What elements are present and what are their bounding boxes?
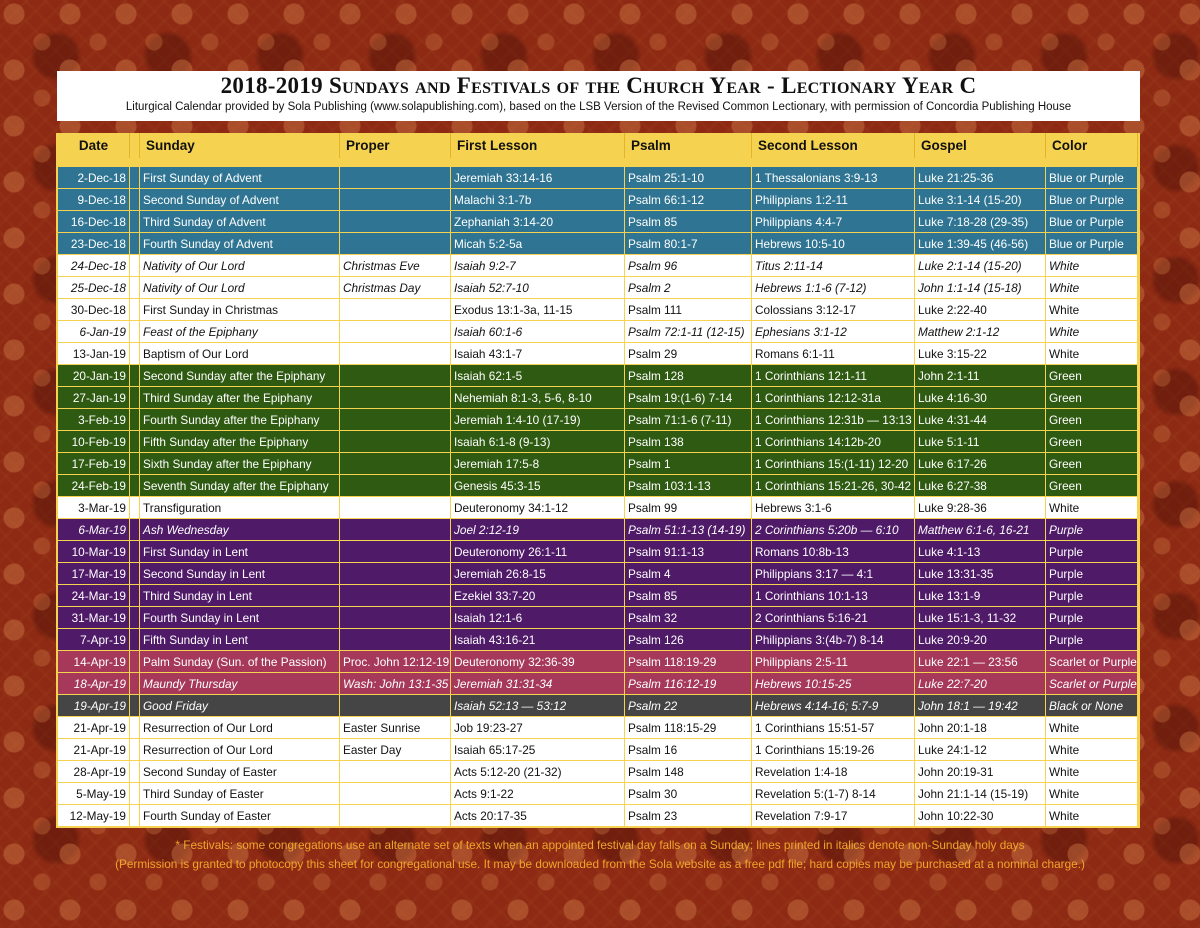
gap-cell [130, 607, 140, 629]
psalm-cell: Psalm 111 [625, 299, 752, 321]
first-lesson-cell: Acts 20:17-35 [451, 805, 625, 827]
color-cell: White [1046, 497, 1138, 519]
first-lesson-cell: Zephaniah 3:14-20 [451, 211, 625, 233]
second-lesson-cell: Colossians 3:12-17 [752, 299, 915, 321]
sunday-cell: Transfiguration [140, 497, 340, 519]
sunday-cell: Baptism of Our Lord [140, 343, 340, 365]
sunday-cell: Second Sunday of Easter [140, 761, 340, 783]
date-cell: 3-Mar-19 [58, 497, 130, 519]
second-lesson-cell: Ephesians 3:1-12 [752, 321, 915, 343]
psalm-cell: Psalm 103:1-13 [625, 475, 752, 497]
footnote-permission: (Permission is granted to photocopy this sheet for congregational use. It may be downloaded from the Sola website as a free pdf file; hard copies may be purchased at a nominal charge.) [115, 857, 1085, 871]
gap-cell [130, 497, 140, 519]
gospel-cell: John 20:1-18 [915, 717, 1046, 739]
first-lesson-cell: Isaiah 62:1-5 [451, 365, 625, 387]
date-cell: 6-Jan-19 [58, 321, 130, 343]
psalm-cell: Psalm 80:1-7 [625, 233, 752, 255]
gap-cell [130, 695, 140, 717]
proper-cell [340, 585, 451, 607]
psalm-cell: Psalm 25:1-10 [625, 167, 752, 189]
proper-cell [340, 695, 451, 717]
psalm-cell: Psalm 2 [625, 277, 752, 299]
proper-cell [340, 365, 451, 387]
color-cell: Green [1046, 387, 1138, 409]
color-cell: Purple [1046, 629, 1138, 651]
gap-cell [130, 563, 140, 585]
date-cell: 17-Mar-19 [58, 563, 130, 585]
gospel-cell: Luke 22:1 — 23:56 [915, 651, 1046, 673]
psalm-cell: Psalm 23 [625, 805, 752, 827]
proper-cell [340, 475, 451, 497]
proper-cell [340, 629, 451, 651]
column-header-psalm: Psalm [625, 133, 752, 158]
gap-cell [130, 629, 140, 651]
second-lesson-cell: 1 Corinthians 14:12b-20 [752, 431, 915, 453]
first-lesson-cell: Isaiah 52:7-10 [451, 277, 625, 299]
color-cell: Purple [1046, 607, 1138, 629]
gospel-cell: Luke 13:1-9 [915, 585, 1046, 607]
second-lesson-cell: Hebrews 4:14-16; 5:7-9 [752, 695, 915, 717]
color-cell: Scarlet or Purple [1046, 673, 1138, 695]
gap-cell [130, 453, 140, 475]
date-cell: 21-Apr-19 [58, 717, 130, 739]
first-lesson-cell: Acts 9:1-22 [451, 783, 625, 805]
psalm-cell: Psalm 96 [625, 255, 752, 277]
first-lesson-cell: Malachi 3:1-7b [451, 189, 625, 211]
first-lesson-cell: Isaiah 52:13 — 53:12 [451, 695, 625, 717]
first-lesson-cell: Isaiah 12:1-6 [451, 607, 625, 629]
sunday-cell: Fourth Sunday of Advent [140, 233, 340, 255]
proper-cell [340, 497, 451, 519]
date-cell: 20-Jan-19 [58, 365, 130, 387]
sunday-cell: Second Sunday after the Epiphany [140, 365, 340, 387]
color-cell: White [1046, 299, 1138, 321]
proper-cell [340, 519, 451, 541]
gap-cell [130, 365, 140, 387]
gap-cell [130, 541, 140, 563]
gap-cell [130, 651, 140, 673]
color-cell: White [1046, 761, 1138, 783]
gap-cell [130, 673, 140, 695]
date-cell: 24-Dec-18 [58, 255, 130, 277]
gospel-cell: Luke 22:7-20 [915, 673, 1046, 695]
proper-cell: Easter Day [340, 739, 451, 761]
proper-cell [340, 233, 451, 255]
psalm-cell: Psalm 85 [625, 211, 752, 233]
second-lesson-cell: 2 Corinthians 5:20b — 6:10 [752, 519, 915, 541]
column-header-proper: Proper [340, 133, 451, 158]
page-title: 2018-2019 Sundays and Festivals of the Church Year - Lectionary Year C [220, 73, 977, 98]
color-cell: Green [1046, 453, 1138, 475]
proper-cell [340, 387, 451, 409]
first-lesson-cell: Jeremiah 26:8-15 [451, 563, 625, 585]
gospel-cell: John 1:1-14 (15-18) [915, 277, 1046, 299]
first-lesson-cell: Genesis 45:3-15 [451, 475, 625, 497]
second-lesson-cell: 2 Corinthians 5:16-21 [752, 607, 915, 629]
gap-cell [130, 343, 140, 365]
sunday-cell: First Sunday in Lent [140, 541, 340, 563]
color-cell: Purple [1046, 563, 1138, 585]
first-lesson-cell: Jeremiah 33:14-16 [451, 167, 625, 189]
color-cell: White [1046, 717, 1138, 739]
second-lesson-cell: 1 Corinthians 12:12-31a [752, 387, 915, 409]
gospel-cell: Luke 3:1-14 (15-20) [915, 189, 1046, 211]
second-lesson-cell: Philippians 1:2-11 [752, 189, 915, 211]
gospel-cell: Luke 7:18-28 (29-35) [915, 211, 1046, 233]
date-cell: 5-May-19 [58, 783, 130, 805]
proper-cell [340, 299, 451, 321]
gospel-cell: John 2:1-11 [915, 365, 1046, 387]
sunday-cell: Resurrection of Our Lord [140, 739, 340, 761]
first-lesson-cell: Jeremiah 17:5-8 [451, 453, 625, 475]
sunday-cell: Resurrection of Our Lord [140, 717, 340, 739]
psalm-cell: Psalm 91:1-13 [625, 541, 752, 563]
gospel-cell: Luke 9:28-36 [915, 497, 1046, 519]
psalm-cell: Psalm 128 [625, 365, 752, 387]
sunday-cell: Feast of the Epiphany [140, 321, 340, 343]
second-lesson-cell: Romans 10:8b-13 [752, 541, 915, 563]
color-cell: Scarlet or Purple [1046, 651, 1138, 673]
first-lesson-cell: Deuteronomy 26:1-11 [451, 541, 625, 563]
proper-cell [340, 321, 451, 343]
date-cell: 21-Apr-19 [58, 739, 130, 761]
date-cell: 25-Dec-18 [58, 277, 130, 299]
gospel-cell: Luke 1:39-45 (46-56) [915, 233, 1046, 255]
date-cell: 6-Mar-19 [58, 519, 130, 541]
gap-cell [130, 387, 140, 409]
column-header-spacer [130, 133, 140, 158]
header-gap [58, 158, 1138, 167]
page-subtitle: Liturgical Calendar provided by Sola Publishing (www.solapublishing.com), based on the LSB Version of the Revised Common Lectionary, with permission of Concordia Publishing House [125, 101, 1072, 113]
color-cell: Green [1046, 475, 1138, 497]
column-header-color: Color [1046, 133, 1138, 158]
sunday-cell: Fourth Sunday of Easter [140, 805, 340, 827]
color-cell: Blue or Purple [1046, 167, 1138, 189]
gap-cell [130, 211, 140, 233]
psalm-cell: Psalm 72:1-11 (12-15) [625, 321, 752, 343]
proper-cell: Christmas Eve [340, 255, 451, 277]
proper-cell [340, 211, 451, 233]
gap-cell [130, 475, 140, 497]
second-lesson-cell: 1 Corinthians 12:31b — 13:13 [752, 409, 915, 431]
date-cell: 30-Dec-18 [58, 299, 130, 321]
date-cell: 27-Jan-19 [58, 387, 130, 409]
proper-cell [340, 563, 451, 585]
first-lesson-cell: Isaiah 9:2-7 [451, 255, 625, 277]
date-cell: 13-Jan-19 [58, 343, 130, 365]
sunday-cell: Fourth Sunday after the Epiphany [140, 409, 340, 431]
first-lesson-cell: Jeremiah 1:4-10 (17-19) [451, 409, 625, 431]
gap-cell [130, 585, 140, 607]
proper-cell [340, 189, 451, 211]
column-header-sunday: Sunday [140, 133, 340, 158]
proper-cell [340, 453, 451, 475]
second-lesson-cell: 1 Corinthians 10:1-13 [752, 585, 915, 607]
proper-cell: Easter Sunrise [340, 717, 451, 739]
sunday-cell: Third Sunday of Easter [140, 783, 340, 805]
proper-cell [340, 805, 451, 827]
proper-cell [340, 343, 451, 365]
date-cell: 10-Feb-19 [58, 431, 130, 453]
psalm-cell: Psalm 66:1-12 [625, 189, 752, 211]
sunday-cell: Third Sunday after the Epiphany [140, 387, 340, 409]
sunday-cell: Fifth Sunday in Lent [140, 629, 340, 651]
gap-cell [130, 805, 140, 827]
column-header-second-lesson: Second Lesson [752, 133, 915, 158]
first-lesson-cell: Ezekiel 33:7-20 [451, 585, 625, 607]
gap-cell [130, 739, 140, 761]
date-cell: 17-Feb-19 [58, 453, 130, 475]
first-lesson-cell: Isaiah 6:1-8 (9-13) [451, 431, 625, 453]
first-lesson-cell: Isaiah 43:16-21 [451, 629, 625, 651]
first-lesson-cell: Nehemiah 8:1-3, 5-6, 8-10 [451, 387, 625, 409]
lectionary-table [56, 133, 1140, 828]
date-cell: 7-Apr-19 [58, 629, 130, 651]
proper-cell [340, 431, 451, 453]
gap-cell [130, 409, 140, 431]
second-lesson-cell: Revelation 1:4-18 [752, 761, 915, 783]
second-lesson-cell: Revelation 5:(1-7) 8-14 [752, 783, 915, 805]
gospel-cell: Luke 4:16-30 [915, 387, 1046, 409]
sunday-cell: Second Sunday of Advent [140, 189, 340, 211]
first-lesson-cell: Job 19:23-27 [451, 717, 625, 739]
sunday-cell: Third Sunday of Advent [140, 211, 340, 233]
sunday-cell: Maundy Thursday [140, 673, 340, 695]
sunday-cell: First Sunday of Advent [140, 167, 340, 189]
first-lesson-cell: Deuteronomy 32:36-39 [451, 651, 625, 673]
second-lesson-cell: Hebrews 3:1-6 [752, 497, 915, 519]
gospel-cell: Luke 6:17-26 [915, 453, 1046, 475]
proper-cell: Proc. John 12:12-19 [340, 651, 451, 673]
date-cell: 23-Dec-18 [58, 233, 130, 255]
sunday-cell: Nativity of Our Lord [140, 255, 340, 277]
gospel-cell: Luke 21:25-36 [915, 167, 1046, 189]
second-lesson-cell: 1 Corinthians 15:21-26, 30-42 [752, 475, 915, 497]
gospel-cell: Luke 2:22-40 [915, 299, 1046, 321]
gap-cell [130, 783, 140, 805]
color-cell: White [1046, 739, 1138, 761]
second-lesson-cell: Hebrews 10:5-10 [752, 233, 915, 255]
date-cell: 28-Apr-19 [58, 761, 130, 783]
psalm-cell: Psalm 126 [625, 629, 752, 651]
gospel-cell: Luke 3:15-22 [915, 343, 1046, 365]
first-lesson-cell: Joel 2:12-19 [451, 519, 625, 541]
second-lesson-cell: Philippians 3:17 — 4:1 [752, 563, 915, 585]
color-cell: Purple [1046, 585, 1138, 607]
first-lesson-cell: Isaiah 60:1-6 [451, 321, 625, 343]
gap-cell [130, 167, 140, 189]
date-cell: 3-Feb-19 [58, 409, 130, 431]
sunday-cell: Nativity of Our Lord [140, 277, 340, 299]
psalm-cell: Psalm 71:1-6 (7-11) [625, 409, 752, 431]
date-cell: 12-May-19 [58, 805, 130, 827]
date-cell: 19-Apr-19 [58, 695, 130, 717]
second-lesson-cell: 1 Corinthians 15:(1-11) 12-20 [752, 453, 915, 475]
sunday-cell: Fourth Sunday in Lent [140, 607, 340, 629]
psalm-cell: Psalm 148 [625, 761, 752, 783]
gap-cell [130, 233, 140, 255]
footnote-festivals: * Festivals: some congregations use an alternate set of texts when an appointed festival day falls on a Sunday; lines printed in italics denote non-Sunday holy days [175, 838, 1025, 852]
sunday-cell: Seventh Sunday after the Epiphany [140, 475, 340, 497]
color-cell: Blue or Purple [1046, 189, 1138, 211]
psalm-cell: Psalm 4 [625, 563, 752, 585]
second-lesson-cell: Romans 6:1-11 [752, 343, 915, 365]
gospel-cell: John 20:19-31 [915, 761, 1046, 783]
color-cell: Purple [1046, 519, 1138, 541]
psalm-cell: Psalm 16 [625, 739, 752, 761]
lectionary-grid [58, 133, 1138, 827]
color-cell: White [1046, 321, 1138, 343]
sunday-cell: Palm Sunday (Sun. of the Passion) [140, 651, 340, 673]
gap-cell [130, 431, 140, 453]
gap-cell [130, 277, 140, 299]
color-cell: White [1046, 783, 1138, 805]
psalm-cell: Psalm 19:(1-6) 7-14 [625, 387, 752, 409]
color-cell: Green [1046, 409, 1138, 431]
proper-cell [340, 607, 451, 629]
column-header-date: Date [58, 133, 130, 158]
psalm-cell: Psalm 85 [625, 585, 752, 607]
psalm-cell: Psalm 51:1-13 (14-19) [625, 519, 752, 541]
title-box [57, 71, 1140, 121]
sunday-cell: Fifth Sunday after the Epiphany [140, 431, 340, 453]
gap-cell [130, 717, 140, 739]
sunday-cell: Good Friday [140, 695, 340, 717]
second-lesson-cell: 1 Corinthians 15:19-26 [752, 739, 915, 761]
color-cell: Blue or Purple [1046, 233, 1138, 255]
gospel-cell: Luke 24:1-12 [915, 739, 1046, 761]
sunday-cell: Sixth Sunday after the Epiphany [140, 453, 340, 475]
psalm-cell: Psalm 29 [625, 343, 752, 365]
column-header-gospel: Gospel [915, 133, 1046, 158]
first-lesson-cell: Deuteronomy 34:1-12 [451, 497, 625, 519]
gospel-cell: Luke 20:9-20 [915, 629, 1046, 651]
second-lesson-cell: Hebrews 10:15-25 [752, 673, 915, 695]
date-cell: 18-Apr-19 [58, 673, 130, 695]
column-header-first-lesson: First Lesson [451, 133, 625, 158]
date-cell: 24-Mar-19 [58, 585, 130, 607]
color-cell: Blue or Purple [1046, 211, 1138, 233]
gospel-cell: John 21:1-14 (15-19) [915, 783, 1046, 805]
date-cell: 16-Dec-18 [58, 211, 130, 233]
date-cell: 24-Feb-19 [58, 475, 130, 497]
psalm-cell: Psalm 118:15-29 [625, 717, 752, 739]
proper-cell [340, 761, 451, 783]
date-cell: 14-Apr-19 [58, 651, 130, 673]
second-lesson-cell: Titus 2:11-14 [752, 255, 915, 277]
psalm-cell: Psalm 30 [625, 783, 752, 805]
color-cell: Purple [1046, 541, 1138, 563]
gospel-cell: Luke 4:31-44 [915, 409, 1046, 431]
gap-cell [130, 519, 140, 541]
psalm-cell: Psalm 118:19-29 [625, 651, 752, 673]
psalm-cell: Psalm 99 [625, 497, 752, 519]
proper-cell [340, 167, 451, 189]
gap-cell [130, 761, 140, 783]
first-lesson-cell: Exodus 13:1-3a, 11-15 [451, 299, 625, 321]
color-cell: White [1046, 343, 1138, 365]
psalm-cell: Psalm 1 [625, 453, 752, 475]
sunday-cell: First Sunday in Christmas [140, 299, 340, 321]
psalm-cell: Psalm 116:12-19 [625, 673, 752, 695]
proper-cell [340, 409, 451, 431]
color-cell: Green [1046, 431, 1138, 453]
color-cell: White [1046, 277, 1138, 299]
color-cell: Green [1046, 365, 1138, 387]
sunday-cell: Second Sunday in Lent [140, 563, 340, 585]
second-lesson-cell: Philippians 3:(4b-7) 8-14 [752, 629, 915, 651]
first-lesson-cell: Isaiah 43:1-7 [451, 343, 625, 365]
gap-cell [130, 255, 140, 277]
color-cell: White [1046, 805, 1138, 827]
second-lesson-cell: 1 Corinthians 12:1-11 [752, 365, 915, 387]
psalm-cell: Psalm 138 [625, 431, 752, 453]
second-lesson-cell: Philippians 2:5-11 [752, 651, 915, 673]
gospel-cell: Luke 15:1-3, 11-32 [915, 607, 1046, 629]
date-cell: 9-Dec-18 [58, 189, 130, 211]
gospel-cell: Matthew 6:1-6, 16-21 [915, 519, 1046, 541]
second-lesson-cell: 1 Corinthians 15:51-57 [752, 717, 915, 739]
gospel-cell: Matthew 2:1-12 [915, 321, 1046, 343]
gospel-cell: Luke 6:27-38 [915, 475, 1046, 497]
gospel-cell: John 18:1 — 19:42 [915, 695, 1046, 717]
proper-cell [340, 783, 451, 805]
first-lesson-cell: Isaiah 65:17-25 [451, 739, 625, 761]
second-lesson-cell: 1 Thessalonians 3:9-13 [752, 167, 915, 189]
sunday-cell: Ash Wednesday [140, 519, 340, 541]
second-lesson-cell: Hebrews 1:1-6 (7-12) [752, 277, 915, 299]
gospel-cell: John 10:22-30 [915, 805, 1046, 827]
proper-cell: Wash: John 13:1-35 [340, 673, 451, 695]
first-lesson-cell: Micah 5:2-5a [451, 233, 625, 255]
gospel-cell: Luke 4:1-13 [915, 541, 1046, 563]
first-lesson-cell: Jeremiah 31:31-34 [451, 673, 625, 695]
psalm-cell: Psalm 32 [625, 607, 752, 629]
date-cell: 31-Mar-19 [58, 607, 130, 629]
proper-cell [340, 541, 451, 563]
gospel-cell: Luke 2:1-14 (15-20) [915, 255, 1046, 277]
first-lesson-cell: Acts 5:12-20 (21-32) [451, 761, 625, 783]
psalm-cell: Psalm 22 [625, 695, 752, 717]
gap-cell [130, 321, 140, 343]
color-cell: White [1046, 255, 1138, 277]
second-lesson-cell: Revelation 7:9-17 [752, 805, 915, 827]
date-cell: 10-Mar-19 [58, 541, 130, 563]
sunday-cell: Third Sunday in Lent [140, 585, 340, 607]
second-lesson-cell: Philippians 4:4-7 [752, 211, 915, 233]
gospel-cell: Luke 5:1-11 [915, 431, 1046, 453]
gap-cell [130, 189, 140, 211]
date-cell: 2-Dec-18 [58, 167, 130, 189]
gap-cell [130, 299, 140, 321]
gospel-cell: Luke 13:31-35 [915, 563, 1046, 585]
color-cell: Black or None [1046, 695, 1138, 717]
proper-cell: Christmas Day [340, 277, 451, 299]
